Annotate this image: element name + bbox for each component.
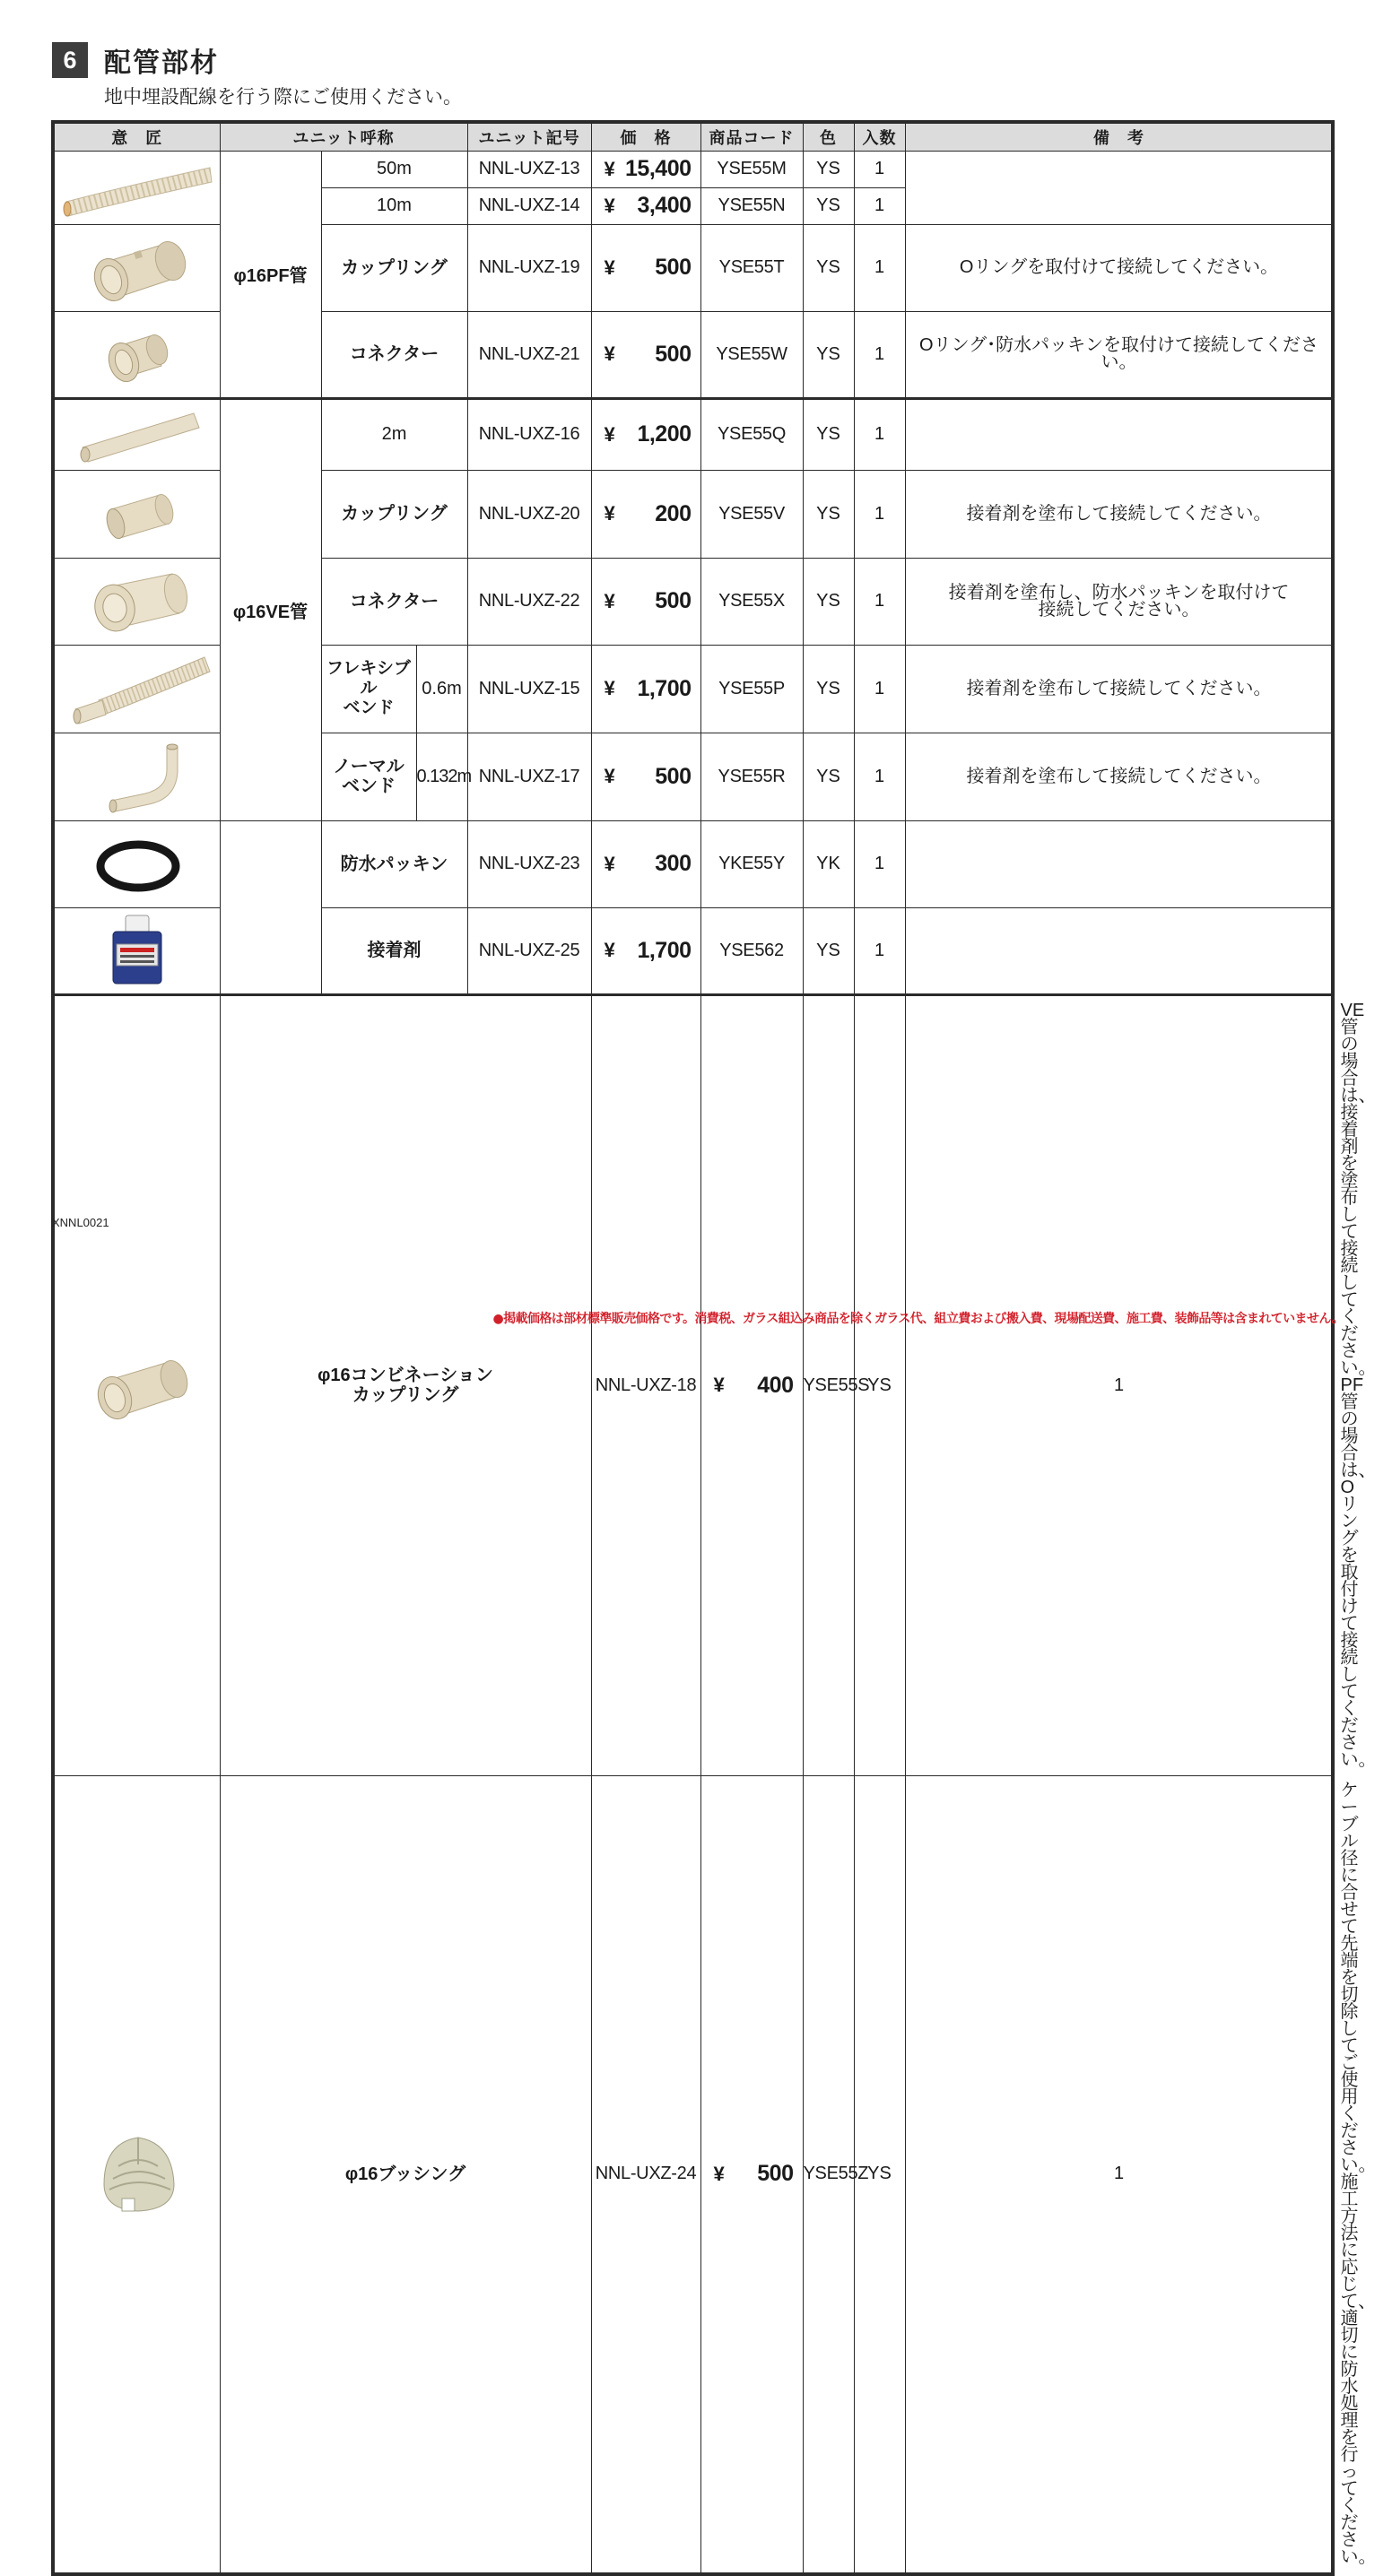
remarks	[905, 151, 1333, 224]
unit-code: NNL-UXZ-17	[467, 733, 591, 820]
quantity: 1	[854, 820, 905, 907]
yen-sign: ¥	[604, 939, 615, 961]
price-cell	[591, 311, 700, 398]
product-image-cell	[53, 645, 220, 733]
unit-name: 接着剤	[321, 907, 467, 994]
price-amount: 1,200	[637, 421, 692, 447]
remarks: 接着剤を塗布して接続してください。	[905, 645, 1333, 733]
group-label-ve: φ16VE管	[220, 398, 321, 820]
unit-code: NNL-UXZ-23	[467, 820, 591, 907]
table-row	[53, 820, 1333, 907]
product-image-cell	[53, 907, 220, 994]
unit-code: NNL-UXZ-20	[467, 470, 591, 558]
quantity: 1	[854, 907, 905, 994]
product-code: YSE55X	[700, 558, 803, 645]
unit-name: 50m	[321, 151, 467, 187]
ve-coupling-icon	[59, 475, 215, 552]
remarks: 接着剤を塗布して接続してください。	[905, 733, 1333, 820]
yen-sign: ¥	[604, 502, 615, 525]
price-amount: 15,400	[625, 156, 692, 181]
product-code: YSE55N	[700, 187, 803, 224]
unit-length: 0.132m	[416, 733, 467, 820]
price-amount: 300	[655, 851, 692, 876]
product-image-cell	[53, 558, 220, 645]
unit-code: NNL-UXZ-18	[591, 994, 700, 1775]
price-cell	[591, 820, 700, 907]
price-amount: 500	[655, 763, 692, 789]
price-cell	[700, 1775, 803, 2574]
color-code: YK	[803, 820, 854, 907]
color-code: YS	[803, 733, 854, 820]
product-code: YSE55V	[700, 470, 803, 558]
unit-name: カップリング	[321, 224, 467, 311]
product-code: YSE562	[700, 907, 803, 994]
header-unit-code: ユニット記号	[467, 122, 591, 151]
price-cell	[700, 994, 803, 1775]
color-code: YS	[803, 645, 854, 733]
quantity: 1	[854, 733, 905, 820]
unit-code: NNL-UXZ-22	[467, 558, 591, 645]
group-label-pf: φ16PF管	[220, 151, 321, 398]
unit-name: フレキシブル ベンド	[321, 645, 416, 733]
product-image-cell	[53, 470, 220, 558]
corrugated-pipe-icon	[59, 152, 215, 223]
price-cell	[591, 470, 700, 558]
color-code: YS	[854, 994, 905, 1775]
quantity: 1	[905, 1775, 1333, 2574]
unit-code: NNL-UXZ-13	[467, 151, 591, 187]
ve-connector-icon	[59, 561, 215, 642]
table-row	[53, 151, 1333, 187]
table-row: φ16コンビネーション カップリング NNL-UXZ-18 ¥ 400 YSE55S YS 1 VE管の場合は、接着剤を塗布して接続してください。 PF管の場合は、Oリングを取付けて接続してください。	[53, 994, 1333, 1775]
unit-name: コネクター	[321, 311, 467, 398]
quantity: 1	[854, 311, 905, 398]
yen-sign: ¥	[604, 256, 615, 279]
product-image-cell	[53, 151, 220, 224]
remarks	[905, 907, 1333, 994]
combination-coupling-icon	[59, 1340, 215, 1430]
adhesive-can-icon	[59, 910, 215, 991]
unit-code: NNL-UXZ-24	[591, 1775, 700, 2574]
color-code: YS	[803, 470, 854, 558]
price-amount: 500	[655, 341, 692, 367]
section-title: 配管部材	[104, 48, 219, 79]
color-code: YS	[803, 151, 854, 187]
unit-name: 10m	[321, 187, 467, 224]
unit-code: NNL-UXZ-15	[467, 645, 591, 733]
packing-ring-icon	[59, 828, 215, 900]
group-label-empty	[220, 820, 321, 994]
product-image-cell	[53, 224, 220, 311]
unit-name: コネクター	[321, 558, 467, 645]
table-row: φ16ブッシング NNL-UXZ-24 ¥ 500 YSE55Z YS 1 ケーブル径に合せて先端を切除してご使用ください。 施工方法に応じて、適切に防水処理を行ってください。	[53, 1775, 1333, 2574]
product-code: YSE55M	[700, 151, 803, 187]
product-code: YSE55W	[700, 311, 803, 398]
remarks: Oリング･防水パッキンを取付けて接続してください。	[905, 311, 1333, 398]
product-image-cell	[53, 398, 220, 470]
header-remarks: 備 考	[905, 122, 1333, 151]
remarks: Oリングを取付けて接続してください。	[905, 224, 1333, 311]
unit-name: φ16ブッシング	[220, 1775, 591, 2574]
price-footnote: ●掲載価格は部材標準販売価格です。消費税、ガラス組込み商品を除くガラス代、組立費および搬入費、現場配送費、施工費、装飾品等は含まれていません。	[492, 1312, 1344, 1326]
price-cell	[591, 398, 700, 470]
price-amount: 1,700	[637, 675, 692, 701]
product-image-cell	[53, 1775, 220, 2574]
section-subtitle: 地中埋設配線を行う際にご使用ください。	[104, 86, 462, 108]
product-code: YSE55Q	[700, 398, 803, 470]
yen-sign: ¥	[604, 157, 615, 180]
color-code: YS	[803, 311, 854, 398]
yen-sign: ¥	[713, 1374, 725, 1396]
color-code: YS	[803, 224, 854, 311]
unit-name: ノーマル ベンド	[321, 733, 416, 820]
parts-table	[51, 120, 1377, 2576]
unit-name: 防水パッキン	[321, 820, 467, 907]
table-header-row	[53, 122, 1333, 151]
price-amount: 200	[655, 500, 692, 526]
yen-sign: ¥	[604, 422, 615, 446]
product-code: YSE55P	[700, 645, 803, 733]
header-qty: 入数	[854, 122, 905, 151]
product-code: YSE55R	[700, 733, 803, 820]
yen-sign: ¥	[604, 852, 615, 875]
quantity: 1	[854, 558, 905, 645]
section-header	[52, 42, 219, 78]
unit-code: NNL-UXZ-16	[467, 398, 591, 470]
bushing-icon	[59, 2125, 215, 2224]
unit-code: NNL-UXZ-19	[467, 224, 591, 311]
table-row	[53, 398, 1333, 470]
unit-code: NNL-UXZ-21	[467, 311, 591, 398]
price-amount: 1,700	[637, 937, 692, 963]
header-product-code: 商品コード	[700, 122, 803, 151]
color-code: YS	[803, 907, 854, 994]
quantity: 1	[854, 187, 905, 224]
yen-sign: ¥	[604, 194, 615, 217]
header-unit-name: ユニット呼称	[220, 122, 467, 151]
price-amount: 3,400	[637, 193, 692, 218]
quantity: 1	[854, 470, 905, 558]
price-amount: 500	[655, 255, 692, 280]
color-code: YS	[803, 398, 854, 470]
yen-sign: ¥	[604, 343, 615, 365]
unit-code: NNL-UXZ-14	[467, 187, 591, 224]
price-cell	[591, 907, 700, 994]
price-cell	[591, 224, 700, 311]
product-image-cell	[53, 733, 220, 820]
ve-pipe-icon	[59, 401, 215, 469]
product-image-cell	[53, 820, 220, 907]
document-code: XNNL0021	[52, 1216, 109, 1229]
remarks: 接着剤を塗布して接続してください。	[905, 470, 1333, 558]
remarks	[905, 820, 1333, 907]
price-cell	[591, 558, 700, 645]
yen-sign: ¥	[604, 589, 615, 612]
color-code: YS	[803, 558, 854, 645]
header-color: 色	[803, 122, 854, 151]
header-price: 価 格	[591, 122, 700, 151]
product-code: YSE55S	[803, 994, 854, 1775]
quantity: 1	[854, 398, 905, 470]
price-cell	[591, 645, 700, 733]
price-amount: 400	[757, 1372, 794, 1398]
unit-name: 2m	[321, 398, 467, 470]
product-code: YSE55T	[700, 224, 803, 311]
normal-bend-icon	[59, 736, 215, 817]
unit-name: φ16コンビネーション カップリング	[220, 994, 591, 1775]
remarks: 接着剤を塗布し、防水パッキンを取付けて 接続してください。	[905, 558, 1333, 645]
product-code: YSE55Z	[803, 1775, 854, 2574]
unit-name: カップリング	[321, 470, 467, 558]
flexible-bend-icon	[59, 648, 215, 729]
unit-code: NNL-UXZ-25	[467, 907, 591, 994]
pf-connector-icon	[59, 316, 215, 393]
price-amount: 500	[655, 588, 692, 613]
remarks	[905, 398, 1333, 470]
header-design: 意 匠	[53, 122, 220, 151]
price-cell	[591, 187, 700, 224]
product-code: YKE55Y	[700, 820, 803, 907]
unit-length: 0.6m	[416, 645, 467, 733]
color-code: YS	[854, 1775, 905, 2574]
yen-sign: ¥	[713, 2162, 725, 2185]
yen-sign: ¥	[604, 765, 615, 787]
yen-sign: ¥	[604, 677, 615, 699]
product-image-cell	[53, 311, 220, 398]
section-number-badge: 6	[52, 42, 88, 78]
price-amount: 500	[757, 2161, 794, 2186]
color-code: YS	[803, 187, 854, 224]
quantity: 1	[854, 224, 905, 311]
quantity: 1	[905, 994, 1333, 1775]
quantity: 1	[854, 151, 905, 187]
price-cell	[591, 151, 700, 187]
product-image-cell	[53, 994, 220, 1775]
pf-coupling-icon	[59, 228, 215, 308]
price-cell	[591, 733, 700, 820]
quantity: 1	[854, 645, 905, 733]
